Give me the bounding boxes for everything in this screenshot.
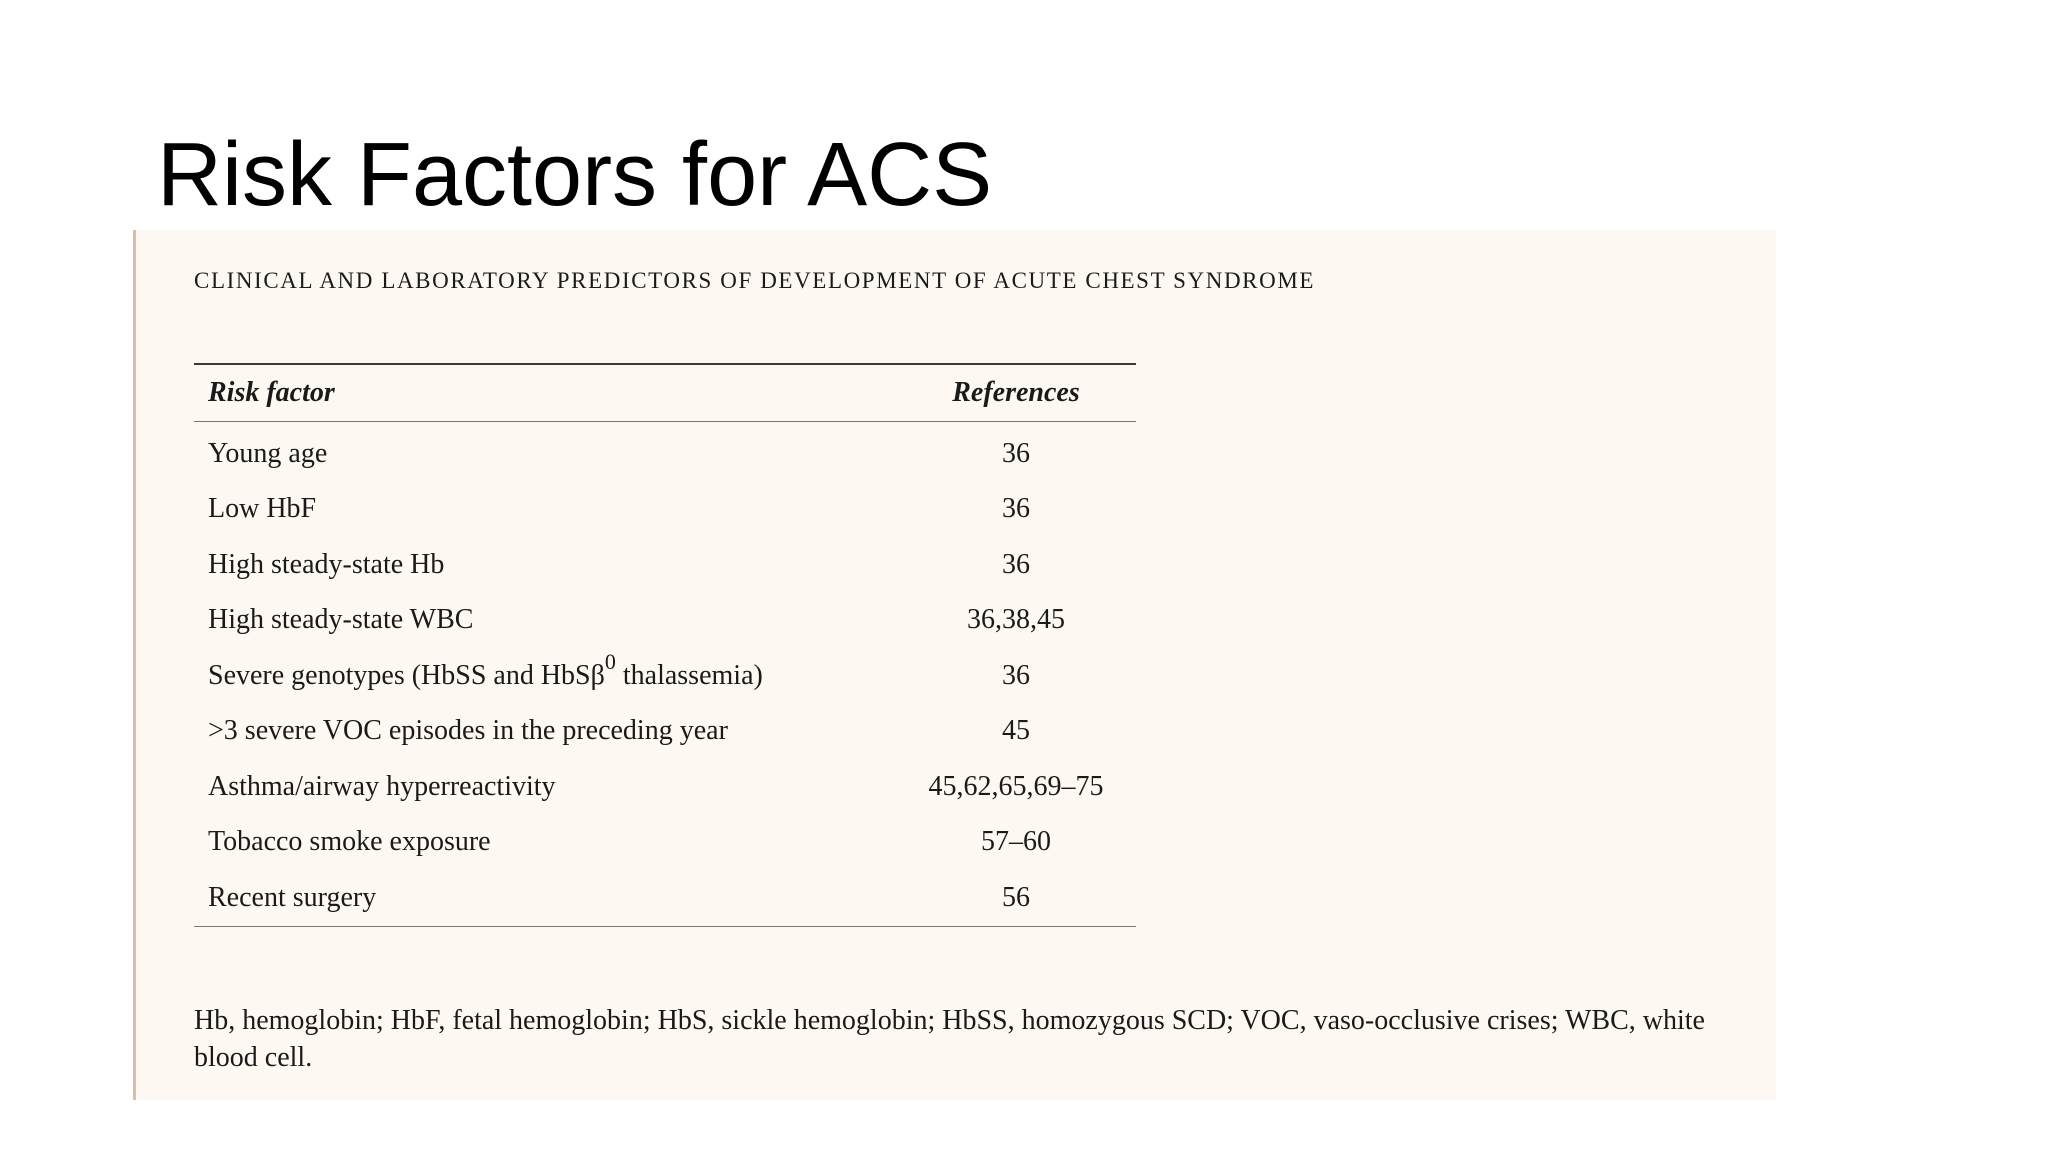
risk-factor-cell: Low HbF <box>208 493 317 525</box>
table-row <box>194 593 1136 649</box>
table-header-row <box>194 364 1136 422</box>
references-cell: 36 <box>1002 437 1030 469</box>
references-cell: 36 <box>1002 548 1030 580</box>
table-row <box>194 815 1136 871</box>
figure-heading: CLINICAL AND LABORATORY PREDICTORS OF DEVELOPMENT OF ACUTE CHEST SYNDROME <box>194 268 1316 293</box>
table-row <box>194 648 1136 704</box>
header-risk-factor: Risk factor <box>208 377 335 408</box>
risk-factor-cell: Recent surgery <box>208 881 377 913</box>
table-figure <box>133 230 1776 1100</box>
header-references: References <box>952 377 1080 408</box>
table-row <box>194 759 1136 815</box>
risk-factor-cell: Young age <box>208 437 328 469</box>
references-cell: 57–60 <box>981 826 1051 858</box>
risk-factor-text-suffix: thalassemia) <box>615 659 763 691</box>
references-cell: 56 <box>1002 881 1030 913</box>
risk-factor-cell: Asthma/airway hyperreactivity <box>208 770 556 802</box>
table-row <box>194 482 1136 538</box>
table-row <box>194 537 1136 593</box>
risk-factor-text: Severe genotypes (HbSS and HbSβ <box>208 659 605 691</box>
table-row <box>194 704 1136 760</box>
slide-title: Risk Factors for ACS <box>157 125 993 225</box>
table-row <box>194 870 1136 926</box>
risk-factor-cell: High steady-state WBC <box>208 604 474 636</box>
table-row <box>194 422 1136 482</box>
superscript-zero: 0 <box>604 649 616 675</box>
risk-factor-cell: High steady-state Hb <box>208 548 445 580</box>
risk-factor-table <box>194 363 1136 927</box>
risk-factor-cell: >3 severe VOC episodes in the preceding year <box>208 715 728 747</box>
references-cell: 45 <box>1002 715 1030 747</box>
references-cell: 45,62,65,69–75 <box>928 770 1104 802</box>
table-footnote: Hb, hemoglobin; HbF, fetal hemoglobin; HbS, sickle hemoglobin; HbSS, homozygous SCD; VOC, vaso-occlusive crises; WBC, white blood cell. <box>194 1005 1705 1073</box>
references-cell: 36,38,45 <box>967 604 1065 636</box>
risk-factor-cell: Tobacco smoke exposure <box>208 826 491 858</box>
references-cell: 36 <box>1002 493 1030 525</box>
references-cell: 36 <box>1002 659 1030 691</box>
risk-factor-cell <box>194 648 896 704</box>
